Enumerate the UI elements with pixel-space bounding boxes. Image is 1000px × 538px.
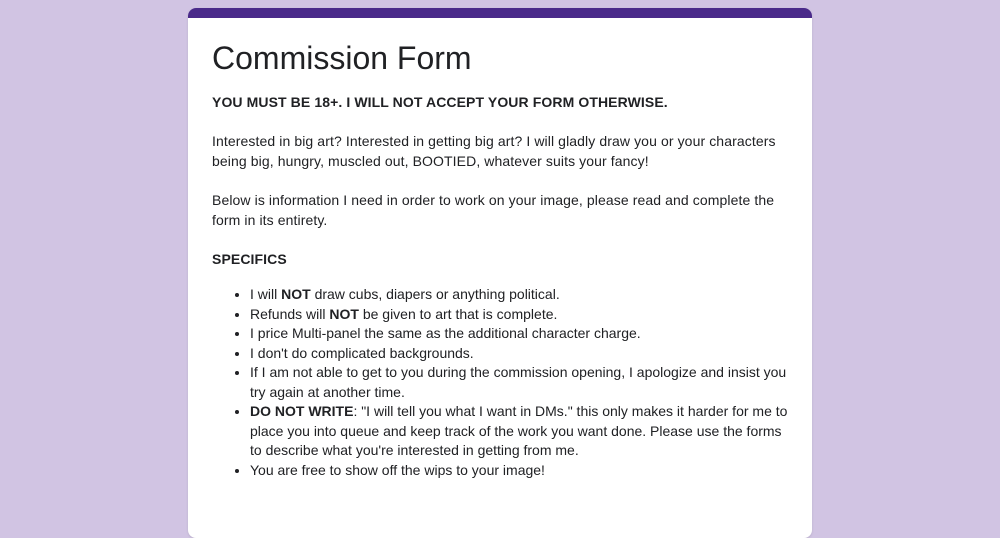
rule-item [250,363,788,402]
rule-text-bold: NOT [329,305,359,322]
instructions-text: Below is information I need in order to work on your image, please read and complete the form in its entirety. [212,192,775,228]
specifics-heading: SPECIFICS [212,251,287,267]
form-title: Commission Form [212,40,472,76]
rule-text-post: draw cubs, diapers or anything political. [310,286,560,302]
rule-item [250,461,788,481]
rule-text-pre: You are free to show off the wips to your image! [250,461,545,478]
rule-text-pre: I price Multi-panel the same as the additional character charge. [250,325,641,341]
rule-text-post: : "I will tell you what I want in DMs." this only makes it harder for me to place you into queue and keep track of the work you want done. Please use the forms to describe what you're interested in getting from me. [250,403,788,458]
specifics-list [212,285,788,480]
rule-item [250,285,788,305]
form-header-content [188,18,812,480]
rule-text-pre: Refunds will [250,305,330,322]
rule-text-pre: I will [250,286,282,302]
rule-item [250,324,788,344]
rule-text-post: be given to art that is complete. [358,305,558,322]
rule-text-bold: DO NOT WRITE [250,403,354,419]
form-card [188,8,812,538]
rule-item [250,344,788,364]
rule-item [250,305,788,325]
form-accent-bar [188,8,812,18]
age-warning: YOU MUST BE 18+. I WILL NOT ACCEPT YOUR FORM OTHERWISE. [212,94,668,110]
rule-item [250,402,788,461]
rule-text-pre: If I am not able to get to you during the commission opening, I apologize and insist you try again at another time. [250,364,787,400]
rule-text-bold: NOT [281,286,311,302]
intro-text: Interested in big art? Interested in getting big art? I will gladly draw you or your characters being big, hungry, muscled out, BOOTIED, whatever suits your fancy! [212,133,776,169]
rule-text-pre: I don't do complicated backgrounds. [250,344,474,361]
